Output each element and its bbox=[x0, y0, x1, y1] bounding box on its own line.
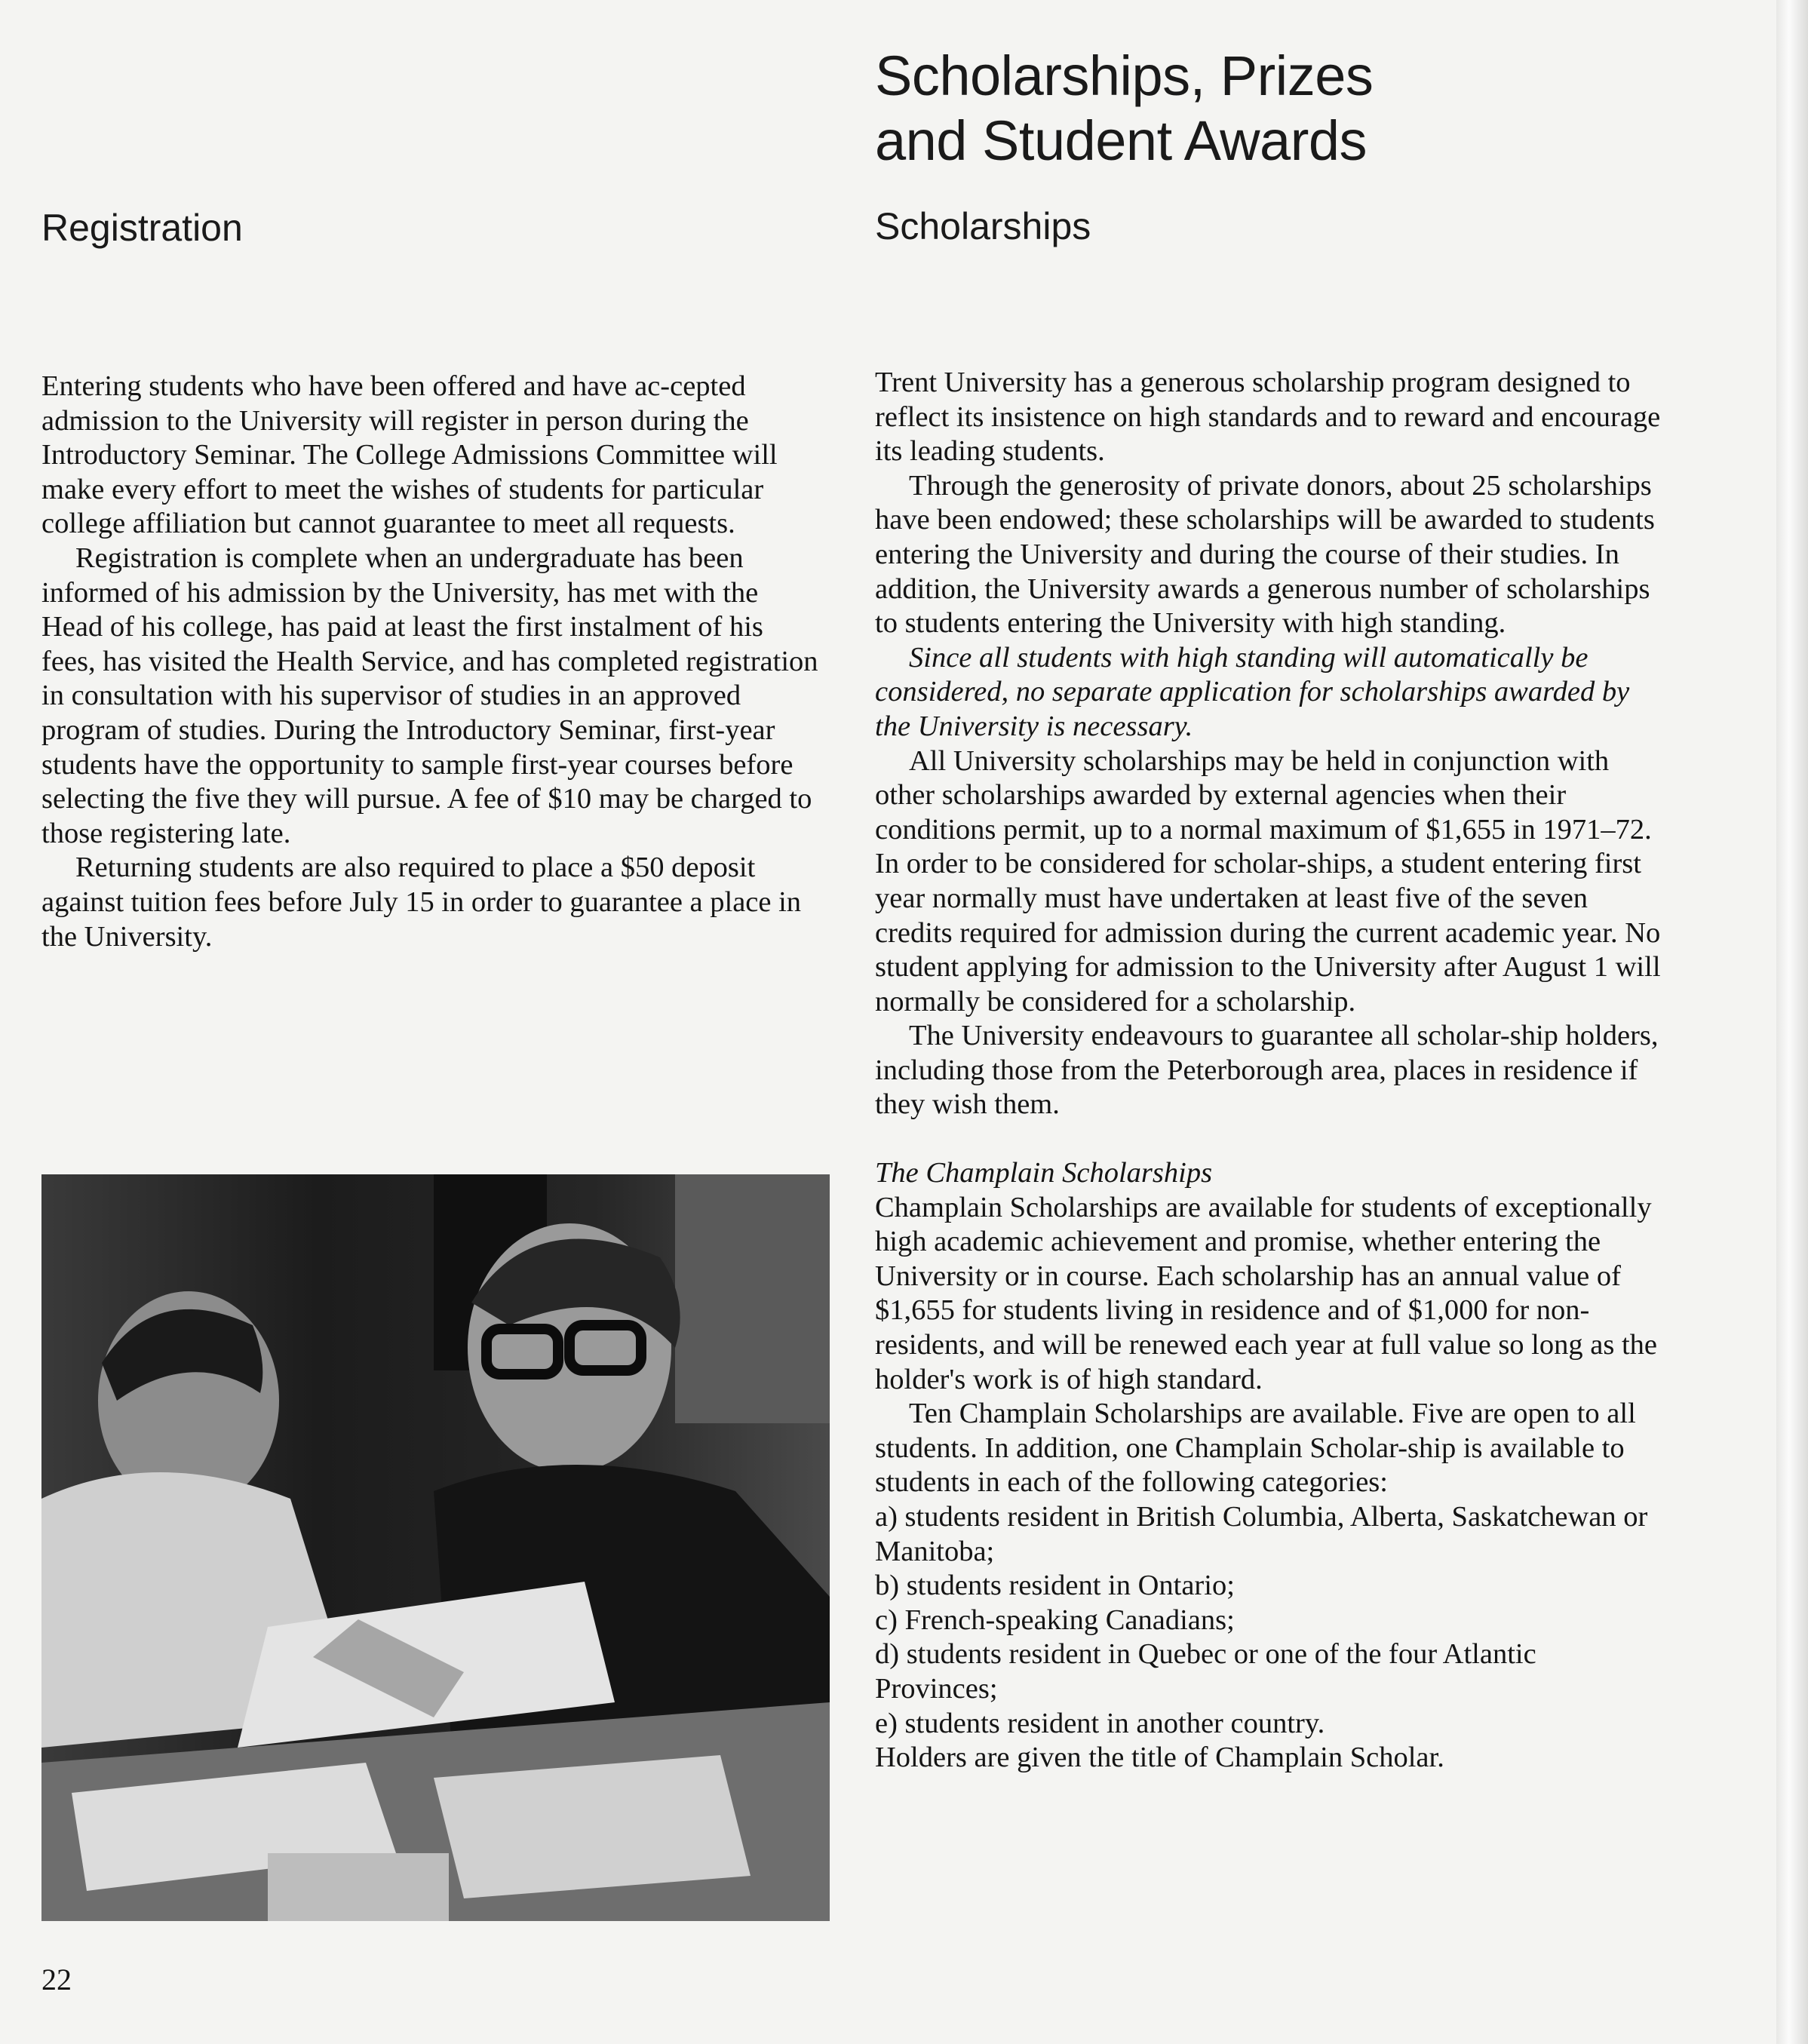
registration-paragraph-2: Registration is complete when an undergraduate has been informed of his admission by the University, has met with the Head of his college, has paid at least the first instalment of his fees, has visited the Health Service, and has completed registration in consultation with his supervisor of studies in an approved program of studies. During the Introductory Seminar, first-year students have the opportunity to sample first-year courses before selecting the five they will pursue. A fee of $10 may be charged to those registering late. bbox=[41, 542, 818, 849]
champlain-category-e: e) students resident in another country. bbox=[875, 1707, 1325, 1739]
scholarships-paragraph-2: Through the generosity of private donors, about 25 scholarships have been endowed; these scholarships will be awarded to students entering the University and during the course of their studies. In addition, the University awards a generous number of scholarships to students entering the University with high standing. bbox=[875, 469, 1655, 640]
page-binding-edge bbox=[1776, 0, 1808, 2044]
champlain-category-d: d) students resident in Quebec or one of the four Atlantic Provinces; bbox=[875, 1638, 1536, 1705]
champlain-paragraph-1: Champlain Scholarships are available for students of exceptionally high academic achievement and promise, whether entering the University or in course. Each scholarship has an annual value of $1,655 for students living in residence and of $1,000 for non-residents, and will be renewed each year at full value so long as the holder's work is of high standard. bbox=[875, 1191, 1657, 1395]
champlain-category-a: a) students resident in British Columbia, Alberta, Saskatchewan or Manitoba; bbox=[875, 1501, 1648, 1567]
registration-paragraph-3: Returning students are also required to place a $50 deposit against tuition fees before July 15 in order to guarantee a place in the University. bbox=[41, 852, 802, 953]
scholarships-text bbox=[875, 366, 1663, 1775]
champlain-category-c: c) French-speaking Canadians; bbox=[875, 1604, 1235, 1636]
scholarships-heading: Scholarships bbox=[875, 205, 1091, 247]
champlain-category-b: b) students resident in Ontario; bbox=[875, 1570, 1235, 1602]
registration-paragraph-1: Entering students who have been offered and have ac-cepted admission to the University will register in person during the Introductory Seminar. The College Admissions Committee will make every effort to meet the wishes of students for particular college affiliation but cannot guarantee to meet all requests. bbox=[41, 370, 778, 540]
scholarships-paragraph-3: Since all students with high standing will automatically be considered, no separate application for scholarships awarded by the University is necessary. bbox=[875, 641, 1630, 742]
scholarships-paragraph-5: The University endeavours to guarantee all scholar-ship holders, including those from the Peterborough area, places in residence if they wish them. bbox=[875, 1020, 1659, 1121]
scholarships-paragraph-1: Trent University has a generous scholarship program designed to reflect its insistence on high standards and to reward and encourage its leading students. bbox=[875, 367, 1661, 468]
page-title-line-2: and Student Awards bbox=[875, 109, 1368, 172]
page-title bbox=[875, 44, 1373, 173]
students-photo bbox=[41, 1174, 830, 1921]
champlain-subheading: The Champlain Scholarships bbox=[875, 1157, 1213, 1189]
page-number: 22 bbox=[41, 1963, 72, 1996]
champlain-closing: Holders are given the title of Champlain Scholar. bbox=[875, 1742, 1444, 1774]
registration-heading: Registration bbox=[41, 207, 243, 249]
page-title-line-1: Scholarships, Prizes bbox=[875, 45, 1374, 107]
champlain-paragraph-2: Ten Champlain Scholarships are available. Five are open to all students. In addition, one Champlain Scholar-ship is available to students in each of the following categories: bbox=[875, 1398, 1636, 1499]
scholarships-paragraph-4: All University scholarships may be held in conjunction with other scholarships awarded by external agencies when their conditions permit, up to a normal maximum of $1,655 in 1971–72. In order to be considered for scholar-ships, a student entering first year normally must have undertaken at least five of the seven credits required for admission during the current academic year. No student applying for admission to the University after August 1 will normally be considered for a scholarship. bbox=[875, 744, 1661, 1017]
photo-illustration bbox=[41, 1174, 830, 1921]
registration-text bbox=[41, 370, 822, 954]
